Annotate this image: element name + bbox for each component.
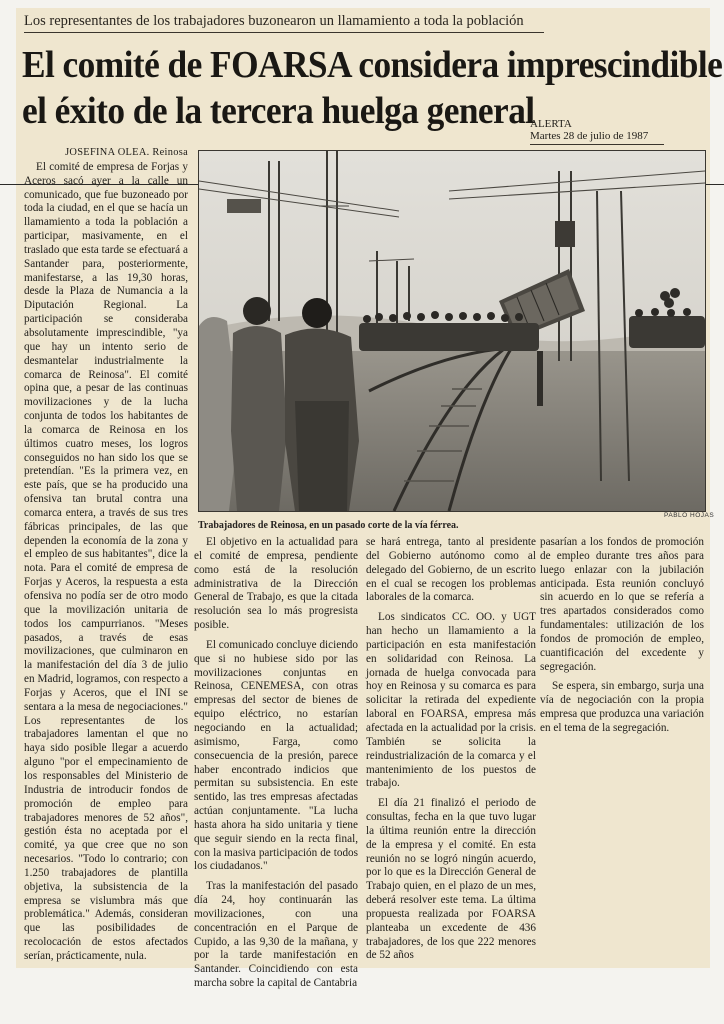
paragraph: se hará entrega, tanto al presidente del Gobierno autónomo como al delegado del Gobierno, de un escrito en el cual se recogen los problemas laborales de la comarca. [366,536,536,604]
news-photo [198,150,706,512]
paragraph: El comité de empresa de Forjas y Aceros sacó ayer a la calle un comunicado, que fue buzoneado por toda la ciudad, en el que se hacía un llamamiento a toda la población a participar, masivamente, en el traslado que esta tarde se efectuará a Santander para, posteriormente, manifestarse, a las 19,30 horas, desde la Plaza de Numancia a la Diputación Regional. La participación se consideraba absolutamente imprescindible, "ya que hay un intento serio de desmantelar industrialmente la comarca de Reinosa". El comité opina que, a pesar de las continuas movilizaciones y de la lucha conjunta de todos los habitantes de la comarca de Reinosa en los últimos cuatro meses, los logros conseguidos no han sido los que se pretendían. "Es la primera vez, en este país, que se ha producido una ofensiva tan brutal contra una comarca entera, a través de sus tres fábricas principales, de las que dependen la economía de la zona y el empleo de sus habitantes", dice la nota. Para el comité de empresa de Forjas y Aceros, la respuesta a esta ofensiva no podía ser de otro modo que la movilización unitaria de todos los campurrianos. "Meses pasados, a través de esas movilizaciones, que culminaron en la manifestación del día 3 de julio en Madrid, logramos, con respecto a Forjas y Aceros, que el INI se sentara a la mesa de negociaciones." Los representantes de los trabajadores lamentan el que no haya sido posible llegar a acuerdo alguno "por el empecinamiento de los responsables del Ministerio de Industria de introducir fondos de promoción de empleo para trabajadores menores de 52 años", gestión ésta no aceptada por el comité, ya que cree que no son necesarios. "Todo lo contrario; con 1.250 trabajadores de plantilla objetiva, la subsistencia de la empresa se vislumbra más que problemática." Además, consideran que las posibilidades de recolocación de estos afectados serían, prácticamente, nula. [24,160,188,962]
paragraph: El objetivo en la actualidad para el comité de empresa, pendiente como está de la resolución administrativa de la Dirección General de Trabajo, es que la citada resolución sea lo más progresista posible. [194,536,358,632]
article-column-3 [366,536,536,976]
photo-credit: PABLO HOJAS [664,512,715,519]
article-column-4 [540,536,704,756]
kicker: Los representantes de los trabajadores buzonearon un llamamiento a toda la población [24,12,544,33]
article-column-2 [194,536,358,990]
source-block [530,118,664,145]
headline-line-1: El comité de FOARSA considera imprescindible [22,44,723,86]
paragraph: pasarían a los fondos de promoción de empleo durante tres años para luego enlazar con la jubilación anticipada. Esta reunión concluyó sin acuerdo en lo que se refería a tres apartados considerados como fundamentales: utilización de los fondos de promoción de empleo, cuantificación del excedente y segregación. [540,536,704,673]
paragraph: Se espera, sin embargo, surja una vía de negociación con la propia empresa que produzca una variación en el tema de la segregación. [540,680,704,734]
railway-photo-illustration [199,151,705,511]
paragraph: Tras la manifestación del pasado día 24, hoy continuarán las movilizaciones, con una concentración en el Parque de Cupido, a las 9,30 de la mañana, y por la tarde manifestación en Santander. Coincidiendo con esta marcha sobre la capital de Cantabria [194,880,358,990]
paragraph: El comunicado concluye diciendo que si no hubiese sido por las movilizaciones conjuntas en Reinosa, CENEMESA, con otras empresas del sector de bienes de equipo eléctrico, no estarían negociando en la actualidad; asimismo, Farga, como consecuencia de la presión, parece haber encontrado indicios que permitan su subsistencia. En este sentido, las tres empresas afectadas actúan conjuntamente. "La lucha hasta ahora ha sido unitaria y tiene que seguir siendo en la recta final, con la masiva participación de todos los ciudadanos." [194,638,358,873]
article-column-1 [24,146,188,968]
headline-line-2: el éxito de la tercera huelga general [22,90,535,132]
photo-caption: Trabajadores de Reinosa, en un pasado corte de la vía férrea. [198,520,459,531]
paragraph: El día 21 finalizó el periodo de consultas, fecha en la que tuvo lugar la última reunión entre la dirección de la empresa y el comité. En esta reunión no se logró ningún acuerdo, por lo que es la Dirección General de Trabajo quien, en el plazo de un mes, deberá resolver este tema. La última propuesta realizada por FOARSA planteaba un excedente de 436 trabajadores, de los que 222 menores de 52 años [366,797,536,962]
byline: JOSEFINA OLEA. Reinosa [65,147,188,158]
paragraph: Los sindicatos CC. OO. y UGT han hecho un llamamiento a la participación en esta manifestación en solidaridad con Reinosa. La jornada de huelga convocada para hoy en Reinosa y su comarca es para solicitar la retirada del expediente laboral en FOARSA, empresa más afectada en la actualidad por la crisis. También se solicita la reindustrialización de la comarca y el mantenimiento de los puestos de trabajo. [366,611,536,790]
source-date: Martes 28 de julio de 1987 [530,130,649,142]
source-name: ALERTA [530,118,572,130]
